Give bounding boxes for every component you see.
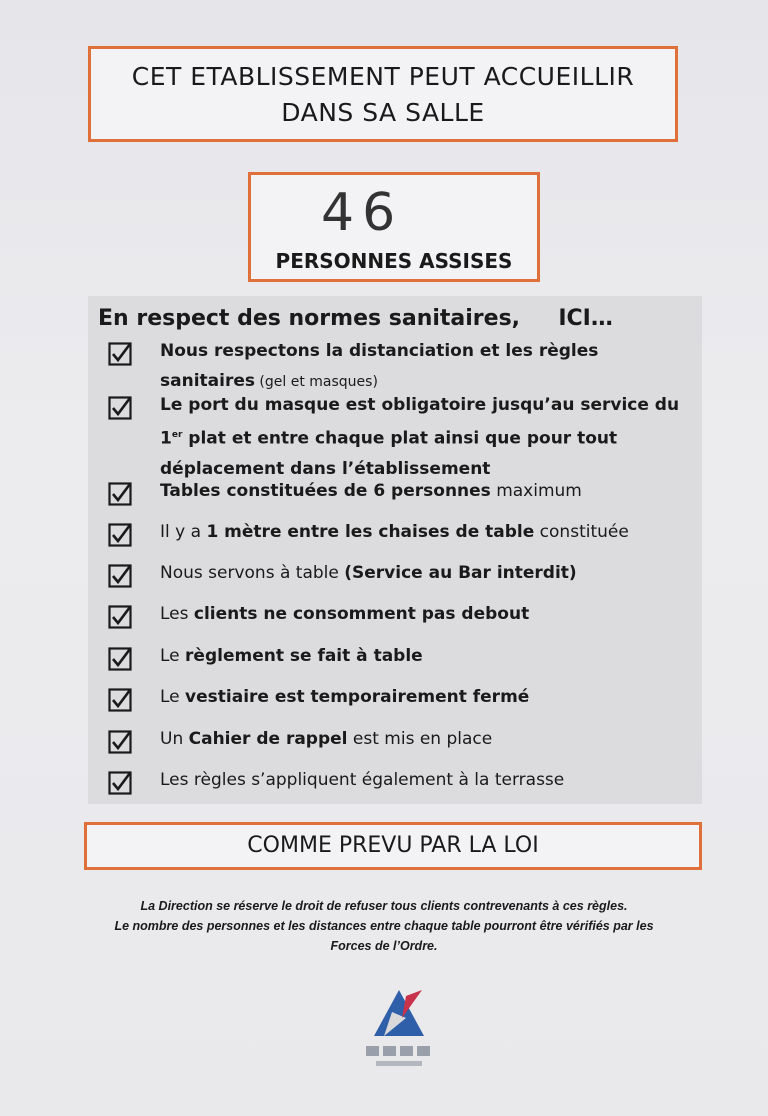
rule-text: sanitaires [160, 371, 255, 391]
rule-item [108, 765, 688, 795]
rule-text: (gel et masques) [254, 374, 378, 390]
checkbox-checked-icon [108, 771, 132, 795]
checkbox-checked-icon [108, 523, 132, 547]
capacity-box [248, 172, 540, 282]
rule-text: Le port du masque est obligatoire jusqu’au service du [160, 395, 680, 415]
law-box [84, 822, 702, 870]
rule-text: 1 [160, 428, 172, 449]
rule-item [108, 682, 688, 712]
rule-text: (Service au Bar interdit) [344, 563, 577, 583]
rule-item [108, 599, 688, 629]
rule-text: 1 mètre entre les chaises de table [206, 522, 535, 542]
rule-text: Le [160, 646, 186, 666]
header-line-2: DANS SA SALLE [281, 98, 485, 127]
capacity-label: PERSONNES ASSISES [275, 249, 513, 273]
header-box [88, 46, 678, 142]
rule-item [108, 558, 688, 588]
checkbox-checked-icon [108, 342, 132, 366]
rule-text: clients ne consomment pas debout [193, 604, 530, 624]
rule-text: règlement se fait à table [185, 646, 423, 666]
checkbox-checked-icon [108, 605, 132, 629]
rule-item [108, 476, 688, 506]
checkbox-checked-icon [108, 688, 132, 712]
checkbox-checked-icon [108, 730, 132, 754]
rule-text: Le [160, 687, 186, 707]
rule-text: Les règles s’appliquent également à la terrasse [160, 770, 565, 790]
rule-text: Tables constituées de 6 personnes [160, 481, 491, 501]
rule-text: Nous respectons la distanciation et les règles [160, 341, 599, 361]
rule-text: Nous servons à table [160, 563, 345, 583]
rule-text: Cahier de rappel [188, 729, 348, 749]
rule-text: maximum [490, 481, 582, 501]
footer-notice [60, 896, 708, 956]
rule-item [108, 390, 688, 484]
rule-text: constituée [534, 522, 629, 542]
law-text: COMME PREVU PAR LA LOI [247, 833, 539, 858]
checkbox-checked-icon [108, 564, 132, 588]
rule-text: est mis en place [347, 729, 493, 749]
header-line-1: CET ETABLISSEMENT PEUT ACCUEILLIR [131, 62, 635, 91]
rules-heading: En respect des normes sanitaires, ICI… [98, 306, 613, 331]
checkbox-checked-icon [108, 396, 132, 420]
capacity-number: 46 [321, 183, 404, 243]
rule-text: Les [160, 604, 194, 624]
footer-line-2: Le nombre des personnes et les distances entre chaque table pourront être vérifiés par les [114, 919, 654, 933]
footer-line-1: La Direction se réserve le droit de refuser tous clients contrevenants à ces règles. [140, 899, 628, 913]
rule-text: Un [160, 729, 189, 749]
checkbox-checked-icon [108, 482, 132, 506]
rule-item [108, 517, 688, 547]
rule-text: vestiaire est temporairement fermé [185, 687, 530, 707]
rule-text: déplacement dans l’établissement [160, 458, 491, 479]
rule-item [108, 724, 688, 754]
checkbox-checked-icon [108, 647, 132, 671]
rule-text: Il y a [160, 522, 207, 542]
rule-item [108, 641, 688, 671]
umih-logo-icon [362, 988, 436, 1072]
footer-line-3: Forces de l’Ordre. [330, 939, 438, 953]
rule-item [108, 336, 688, 397]
rule-text: er [171, 430, 183, 440]
rule-text: plat et entre chaque plat ainsi que pour tout [182, 428, 618, 449]
